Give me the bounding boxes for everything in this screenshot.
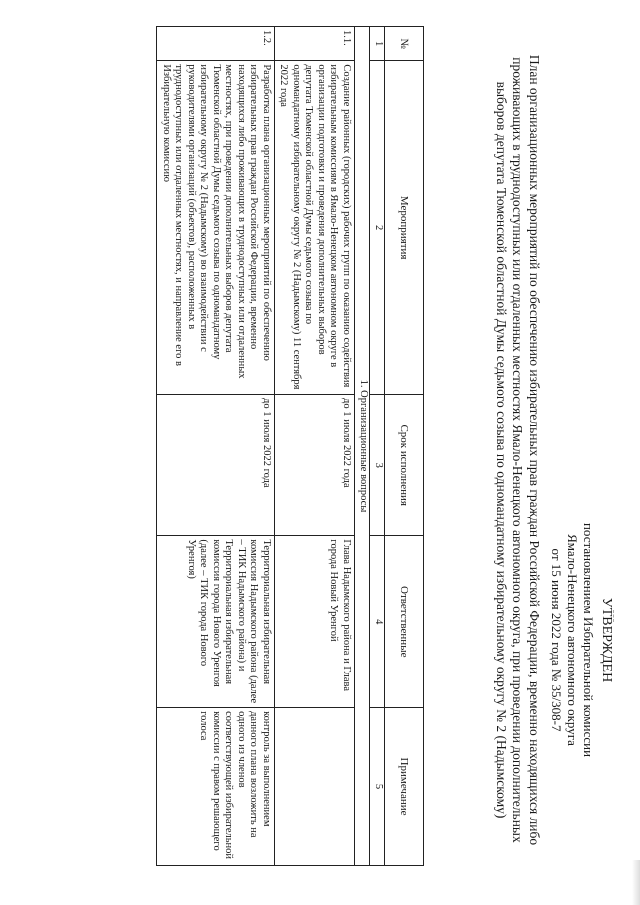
row-responsible: Территориальная избирательная комиссия Надымского района (далее – ТИК Надымского района) и Территориальная избирательная комиссия города Нового Уренгоя (далее – ТИК города Нового Уренгоя) — [157, 536, 275, 708]
header-number: № — [385, 27, 424, 61]
table-row — [157, 27, 275, 866]
column-number: 3 — [370, 395, 385, 536]
row-activity: Создание районных (городских) рабочих групп по оказанию содействия избирательным комиссиям в Ямало-Ненецком автономном округе в организации подготовки и проведения дополнительных выборов депутата Тюменской областной Думы седьмого созыва по одномандатному избирательному округу № 2 (Надымскому) 11 сентября 2022 года — [275, 61, 355, 395]
document-title: План организационных мероприятий по обеспечению избирательных прав граждан Российской Федерации, временно находящихся либо проживающих в труднодоступных или отдаленных местностях Ямало-Ненецкого автономного округа, при проведении дополнительных выборов депутата Тюменской областной Думы седьмого созыва по одномандатному избирательному округу № 2 (Надымскому) — [494, 54, 542, 846]
section-title: 1. Организационные вопросы — [355, 27, 370, 866]
column-number: 5 — [370, 708, 385, 866]
plan-table — [157, 26, 425, 866]
header-deadline: Срок исполнения — [385, 395, 424, 536]
approval-stamp — [548, 430, 614, 850]
row-number: 1.1. — [275, 27, 355, 61]
column-number: 2 — [370, 61, 385, 395]
column-number: 4 — [370, 536, 385, 708]
table-row — [275, 27, 355, 866]
header-note: Примечание — [385, 708, 424, 866]
column-number: 1 — [370, 27, 385, 61]
row-responsible: Глава Надымского района и Глава города Новый Уренгой — [275, 536, 355, 708]
header-activities: Мероприятия — [385, 61, 424, 395]
row-note: контроль за выполнением данного плана возложить на одного из членов соответствующей избирательной комиссии с правом решающего голоса — [157, 708, 275, 866]
row-note — [275, 708, 355, 866]
page-edge-shadow — [632, 860, 640, 905]
header-responsible: Ответственные — [385, 536, 424, 708]
table-header-row — [385, 27, 424, 866]
section-row — [355, 27, 370, 866]
row-activity: Разработка плана организационных мероприятий по обеспечению избирательных прав граждан Российской Федерации, временно находящихся либо проживающих в труднодоступных или отдаленных местностях, при проведении дополнительных выборов депутата Тюменской областной Думы седьмого созыва по одномандатному избирательному округу № 2 (Надымскому) во взаимодействии с руководителями организаций (объектов), расположенных в труднодоступных или отдаленных местностях, и направление его в Избирательную комиссию — [157, 61, 275, 395]
row-deadline: до 1 июля 2022 года — [275, 395, 355, 536]
scan-mark — [612, 610, 614, 622]
rotated-page-content — [20, 20, 620, 880]
approval-line-2: Ямало-Ненецкого автономного округа — [565, 534, 580, 746]
column-numbers-row — [370, 27, 385, 866]
row-deadline: до 1 июля 2022 года — [157, 395, 275, 536]
row-number: 1.2. — [157, 27, 275, 61]
approval-heading: УТВЕРЖДЕН — [599, 597, 614, 683]
approval-line-1: постановлением Избирательной комиссии — [581, 522, 596, 758]
approval-line-3: от 15 июня 2022 года № 35/308-7 — [549, 548, 564, 732]
